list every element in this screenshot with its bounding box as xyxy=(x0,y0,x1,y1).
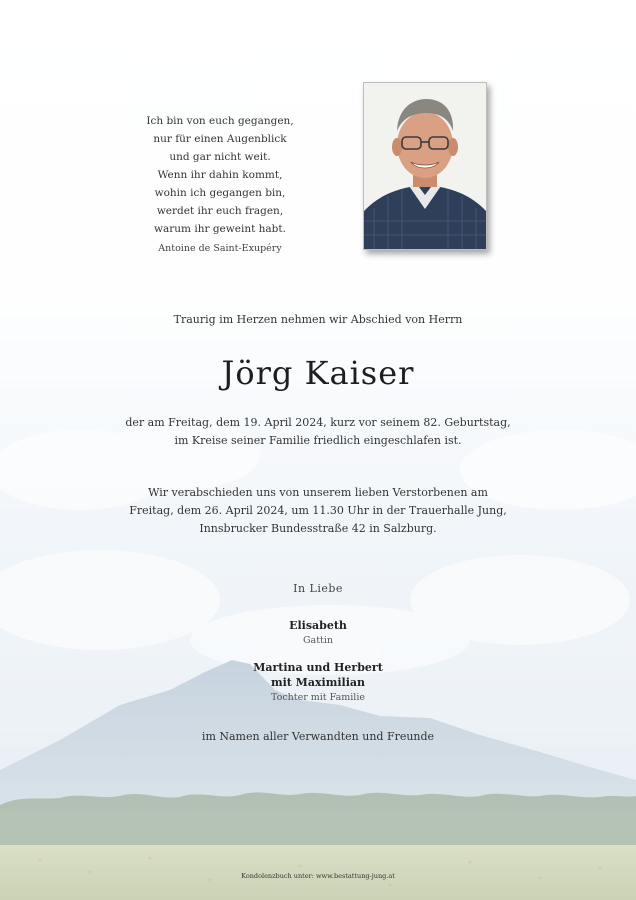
poem-line: werdet ihr euch fragen, xyxy=(156,205,284,217)
in-love-heading: In Liebe xyxy=(293,582,343,595)
intro-text: Traurig im Herzen nehmen wir Abschied von Herrn xyxy=(173,313,463,326)
poem-line: wohin ich gegangen bin, xyxy=(154,187,286,199)
mourner-name: mit Maximilian xyxy=(270,676,366,689)
poem-line: nur für einen Augenblick xyxy=(153,133,287,145)
poem-line: Ich bin von euch gegangen, xyxy=(146,115,294,127)
mourner-role: Gattin xyxy=(302,635,334,646)
death-notice-line: der am Freitag, dem 19. April 2024, kurz vor seinem 82. Geburtstag, xyxy=(125,416,511,429)
deceased-name: Jörg Kaiser xyxy=(221,354,415,392)
funeral-notice-line: Freitag, dem 26. April 2024, um 11.30 Uhr in der Trauerhalle Jung, xyxy=(129,504,507,517)
closing-text: im Namen aller Verwandten und Freunde xyxy=(201,730,435,743)
portrait-photo xyxy=(363,82,487,250)
funeral-notice-line: Wir verabschieden uns von unserem lieben Verstorbenen am xyxy=(148,486,488,499)
poem xyxy=(120,112,320,258)
funeral-notice-line: Innsbrucker Bundesstraße 42 in Salzburg. xyxy=(199,522,437,535)
poem-line: warum ihr geweint habt. xyxy=(154,223,286,235)
mourner-group xyxy=(0,618,636,648)
poem-author: Antoine de Saint-Exupéry xyxy=(158,243,282,254)
mourner-name: Martina und Herbert xyxy=(253,661,383,674)
poem-line: Wenn ihr dahin kommt, xyxy=(157,169,283,181)
funeral-notice xyxy=(0,484,636,538)
mourner-role: Tochter mit Familie xyxy=(271,692,365,703)
death-notice xyxy=(0,414,636,450)
mourner-name: Elisabeth xyxy=(289,619,347,632)
mourner-group xyxy=(0,660,636,705)
condolence-book-link[interactable]: Kondolenzbuch unter: www.bestattung-jung.at xyxy=(241,872,395,880)
death-notice-line: im Kreise seiner Familie friedlich eingeschlafen ist. xyxy=(174,434,462,447)
poem-line: und gar nicht weit. xyxy=(169,151,271,163)
